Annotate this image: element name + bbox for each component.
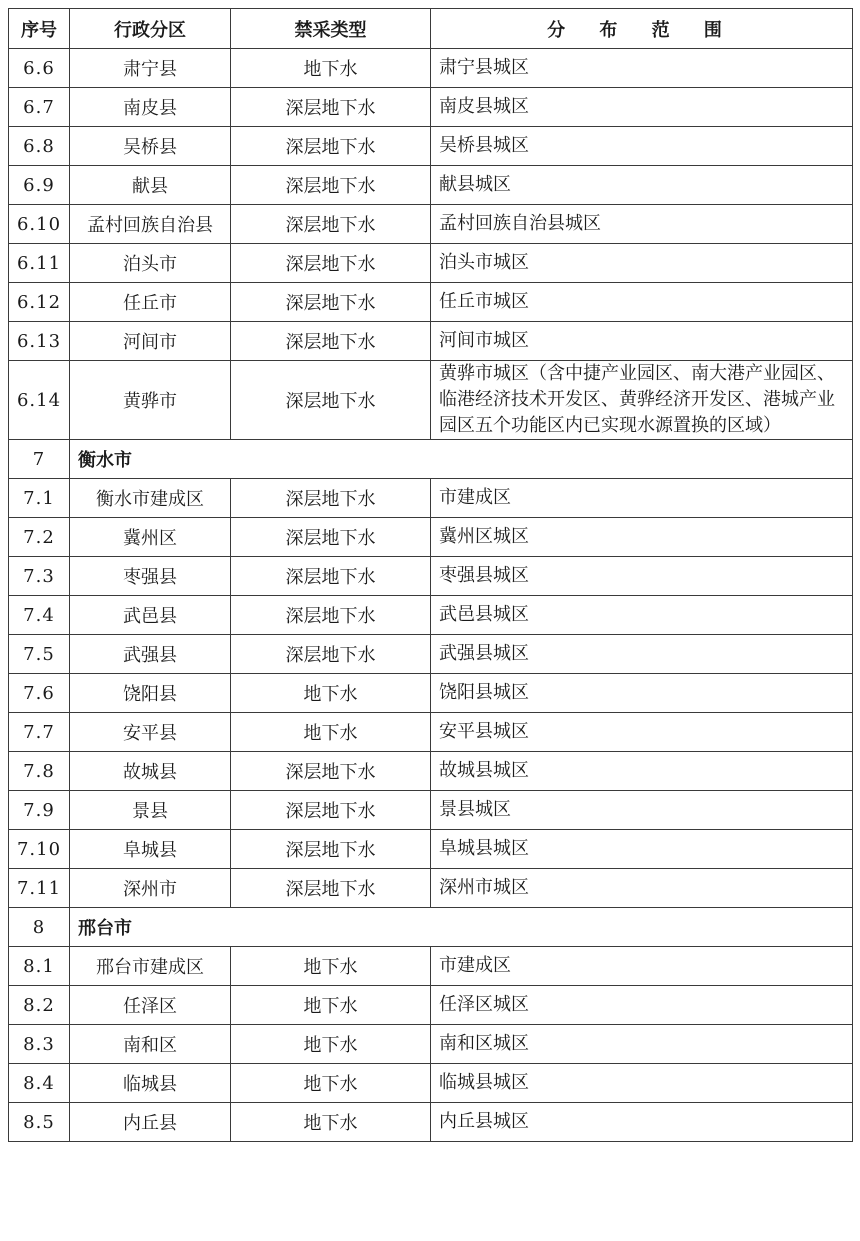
header-region: 行政分区 — [70, 9, 231, 49]
row-scope: 饶阳县城区 — [431, 674, 853, 713]
row-type: 深层地下水 — [231, 244, 431, 283]
row-scope: 南和区城区 — [431, 1025, 853, 1064]
table-row — [9, 322, 853, 361]
row-scope: 安平县城区 — [431, 713, 853, 752]
row-region: 衡水市建成区 — [70, 479, 231, 518]
table-row — [9, 791, 853, 830]
row-no: 8.3 — [9, 1025, 70, 1064]
table-row — [9, 283, 853, 322]
row-type: 深层地下水 — [231, 166, 431, 205]
row-no: 6.13 — [9, 322, 70, 361]
row-type: 深层地下水 — [231, 557, 431, 596]
row-region: 冀州区 — [70, 518, 231, 557]
row-scope: 献县城区 — [431, 166, 853, 205]
row-no: 6.12 — [9, 283, 70, 322]
table-row — [9, 752, 853, 791]
row-scope: 孟村回族自治县城区 — [431, 205, 853, 244]
table-row — [9, 830, 853, 869]
group-no: 8 — [9, 908, 70, 947]
table-row — [9, 166, 853, 205]
table-row — [9, 869, 853, 908]
row-scope: 泊头市城区 — [431, 244, 853, 283]
row-no: 8.1 — [9, 947, 70, 986]
row-type: 深层地下水 — [231, 361, 431, 440]
row-no: 7.9 — [9, 791, 70, 830]
row-no: 6.9 — [9, 166, 70, 205]
row-region: 南皮县 — [70, 88, 231, 127]
row-scope: 武强县城区 — [431, 635, 853, 674]
row-no: 6.10 — [9, 205, 70, 244]
table-row — [9, 479, 853, 518]
row-type: 深层地下水 — [231, 596, 431, 635]
row-type: 深层地下水 — [231, 88, 431, 127]
row-type: 地下水 — [231, 713, 431, 752]
row-region: 黄骅市 — [70, 361, 231, 440]
row-type: 地下水 — [231, 1025, 431, 1064]
table-row — [9, 127, 853, 166]
table-row — [9, 205, 853, 244]
row-no: 7.6 — [9, 674, 70, 713]
row-no: 8.5 — [9, 1103, 70, 1142]
row-type: 深层地下水 — [231, 791, 431, 830]
row-region: 献县 — [70, 166, 231, 205]
row-region: 任丘市 — [70, 283, 231, 322]
table-row — [9, 713, 853, 752]
table-row — [9, 635, 853, 674]
row-scope: 武邑县城区 — [431, 596, 853, 635]
row-region: 肃宁县 — [70, 49, 231, 88]
row-type: 地下水 — [231, 947, 431, 986]
group-header-row-hengshui — [9, 440, 853, 479]
table-row — [9, 1025, 853, 1064]
row-type: 深层地下水 — [231, 205, 431, 244]
row-region: 河间市 — [70, 322, 231, 361]
row-scope: 临城县城区 — [431, 1064, 853, 1103]
row-region: 武强县 — [70, 635, 231, 674]
table-row — [9, 244, 853, 283]
row-scope: 阜城县城区 — [431, 830, 853, 869]
row-type: 深层地下水 — [231, 322, 431, 361]
row-scope: 南皮县城区 — [431, 88, 853, 127]
row-no: 8.4 — [9, 1064, 70, 1103]
row-no: 7.3 — [9, 557, 70, 596]
table-row — [9, 947, 853, 986]
row-no: 7.8 — [9, 752, 70, 791]
row-no: 6.6 — [9, 49, 70, 88]
row-region: 武邑县 — [70, 596, 231, 635]
row-region: 阜城县 — [70, 830, 231, 869]
row-region: 饶阳县 — [70, 674, 231, 713]
table-header-row — [9, 9, 853, 49]
row-region: 任泽区 — [70, 986, 231, 1025]
row-type: 深层地下水 — [231, 283, 431, 322]
row-type: 深层地下水 — [231, 869, 431, 908]
row-scope: 深州市城区 — [431, 869, 853, 908]
row-type: 地下水 — [231, 986, 431, 1025]
row-scope: 肃宁县城区 — [431, 49, 853, 88]
row-type: 地下水 — [231, 1064, 431, 1103]
row-scope: 河间市城区 — [431, 322, 853, 361]
row-type: 深层地下水 — [231, 518, 431, 557]
row-type: 深层地下水 — [231, 752, 431, 791]
table-row — [9, 518, 853, 557]
row-scope: 故城县城区 — [431, 752, 853, 791]
row-region: 邢台市建成区 — [70, 947, 231, 986]
group-name: 衡水市 — [70, 440, 853, 479]
row-region: 景县 — [70, 791, 231, 830]
row-region: 深州市 — [70, 869, 231, 908]
row-no: 6.14 — [9, 361, 70, 440]
table-row — [9, 1064, 853, 1103]
row-type: 地下水 — [231, 1103, 431, 1142]
row-scope: 内丘县城区 — [431, 1103, 853, 1142]
row-type: 深层地下水 — [231, 127, 431, 166]
row-scope: 市建成区 — [431, 947, 853, 986]
group-name: 邢台市 — [70, 908, 853, 947]
row-type: 深层地下水 — [231, 830, 431, 869]
table-row — [9, 596, 853, 635]
row-no: 7.1 — [9, 479, 70, 518]
row-scope: 任丘市城区 — [431, 283, 853, 322]
row-no: 7.2 — [9, 518, 70, 557]
row-region: 吴桥县 — [70, 127, 231, 166]
groundwater-ban-table — [8, 8, 853, 1142]
row-region: 安平县 — [70, 713, 231, 752]
group-no: 7 — [9, 440, 70, 479]
row-region: 孟村回族自治县 — [70, 205, 231, 244]
row-no: 6.7 — [9, 88, 70, 127]
row-scope: 市建成区 — [431, 479, 853, 518]
row-type: 深层地下水 — [231, 635, 431, 674]
row-type: 深层地下水 — [231, 479, 431, 518]
table-row — [9, 674, 853, 713]
header-scope: 分 布 范 围 — [431, 9, 853, 49]
header-type: 禁采类型 — [231, 9, 431, 49]
table-row — [9, 1103, 853, 1142]
row-type: 地下水 — [231, 49, 431, 88]
row-no: 7.11 — [9, 869, 70, 908]
row-no: 6.8 — [9, 127, 70, 166]
row-scope: 枣强县城区 — [431, 557, 853, 596]
table-row — [9, 88, 853, 127]
row-region: 故城县 — [70, 752, 231, 791]
row-scope: 黄骅市城区（含中捷产业园区、南大港产业园区、临港经济技术开发区、黄骅经济开发区、港城产业园区五个功能区内已实现水源置换的区域） — [431, 361, 853, 440]
table-row — [9, 361, 853, 440]
row-region: 泊头市 — [70, 244, 231, 283]
row-scope: 景县城区 — [431, 791, 853, 830]
row-no: 7.7 — [9, 713, 70, 752]
row-scope: 冀州区城区 — [431, 518, 853, 557]
row-region: 临城县 — [70, 1064, 231, 1103]
row-scope: 吴桥县城区 — [431, 127, 853, 166]
table-row — [9, 49, 853, 88]
row-no: 6.11 — [9, 244, 70, 283]
row-no: 7.10 — [9, 830, 70, 869]
row-no: 7.5 — [9, 635, 70, 674]
row-no: 7.4 — [9, 596, 70, 635]
row-no: 8.2 — [9, 986, 70, 1025]
table-row — [9, 557, 853, 596]
row-scope: 任泽区城区 — [431, 986, 853, 1025]
group-header-row-xingtai — [9, 908, 853, 947]
row-region: 枣强县 — [70, 557, 231, 596]
row-type: 地下水 — [231, 674, 431, 713]
row-region: 南和区 — [70, 1025, 231, 1064]
header-no: 序号 — [9, 9, 70, 49]
table-row — [9, 986, 853, 1025]
row-region: 内丘县 — [70, 1103, 231, 1142]
